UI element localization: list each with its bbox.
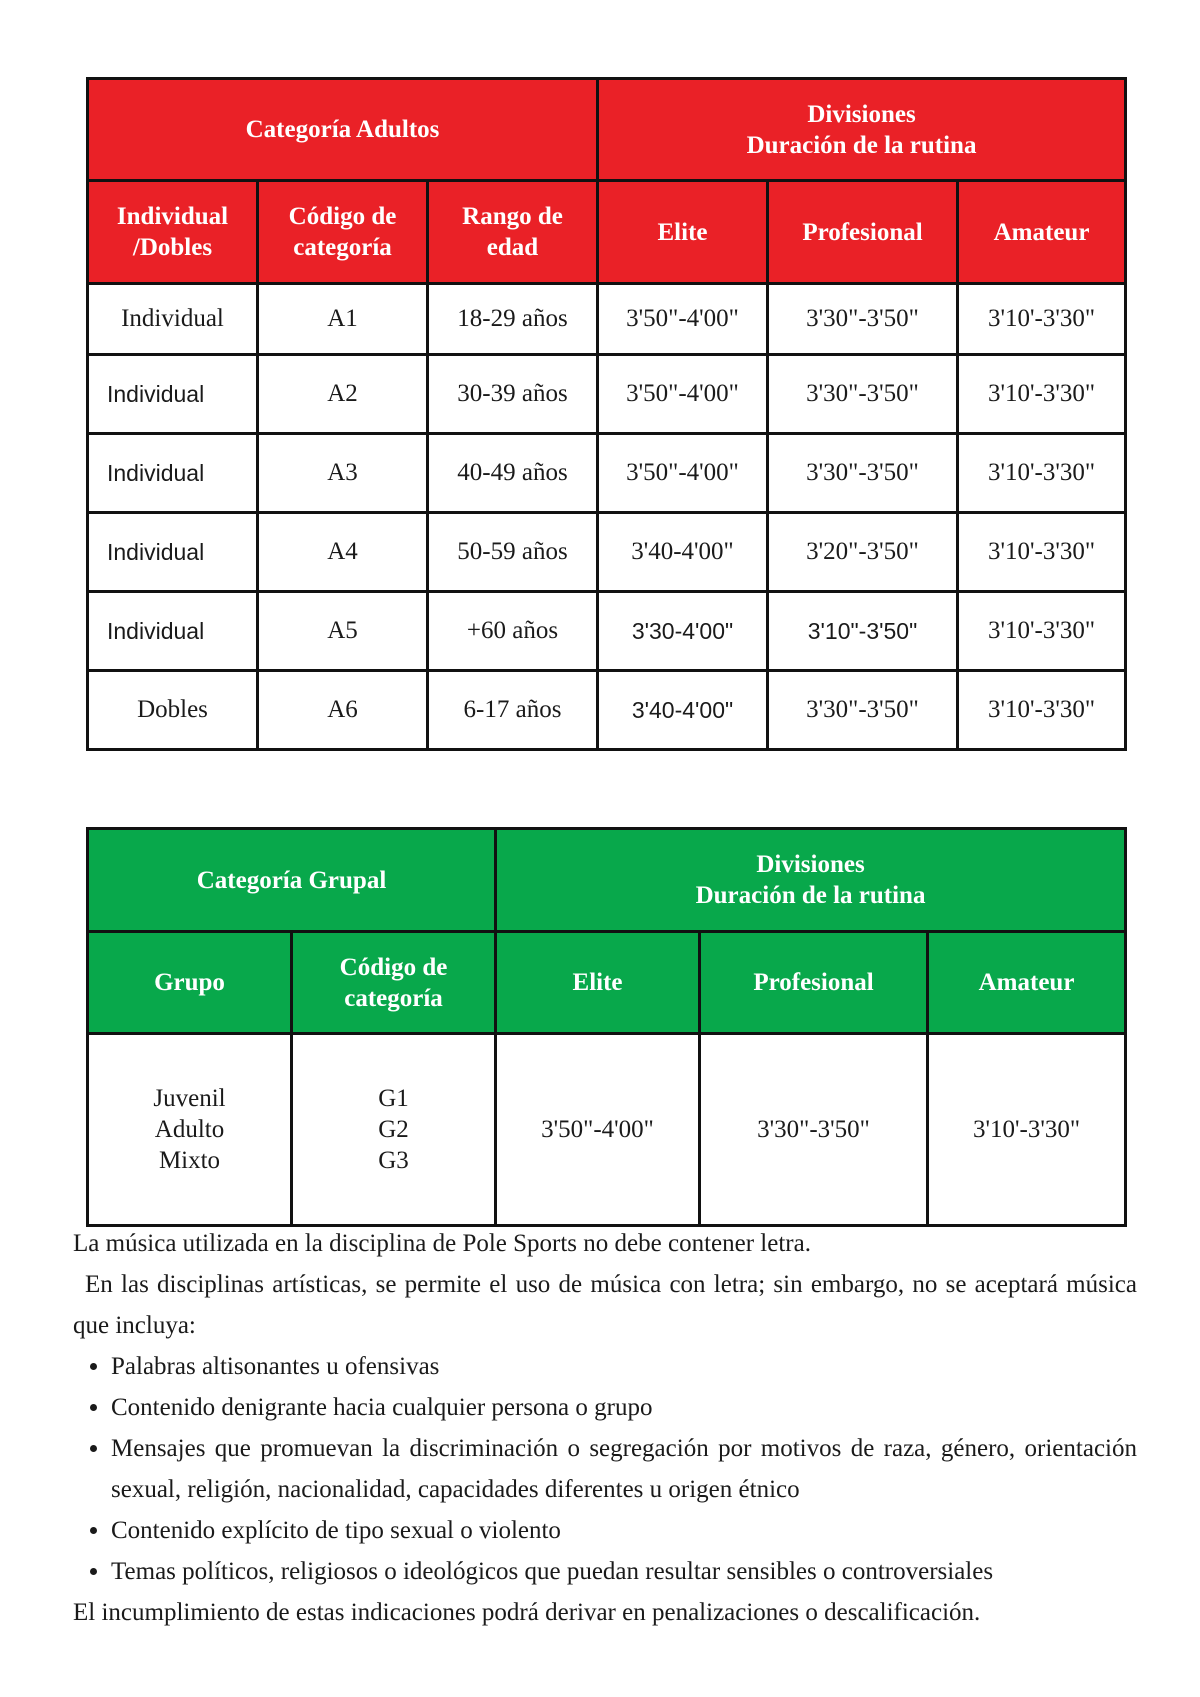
table-row bbox=[88, 592, 1126, 671]
group-category-table bbox=[86, 827, 1127, 1227]
cell-amateur: 3'10'-3'30" bbox=[958, 434, 1126, 513]
cell-code: A1 bbox=[258, 284, 428, 355]
paragraph-penalties: El incumplimiento de estas indicaciones podrá derivar en penalizaciones o descalificación. bbox=[73, 1599, 981, 1626]
paragraph-artistic: En las disciplinas artísticas, se permite el uso de música con letra; sin embargo, no se aceptará música que incluya: bbox=[73, 1271, 1137, 1339]
adult-category-table bbox=[86, 77, 1127, 751]
cell-age: 18-29 años bbox=[428, 284, 598, 355]
music-rules-text bbox=[73, 1223, 1137, 1633]
table-row bbox=[88, 434, 1126, 513]
cell-profesional: 3'20"-3'50" bbox=[768, 513, 958, 592]
col-header-profesional: Profesional bbox=[700, 932, 928, 1034]
cell-age: 40-49 años bbox=[428, 434, 598, 513]
list-item: • Mensajes que promuevan la discriminación o segregación por motivos de raza, género, orientación sexual, religión, nacionalidad, capacidades diferentes u origen étnico bbox=[111, 1428, 1137, 1510]
cell-amateur: 3'10'-3'30" bbox=[958, 592, 1126, 671]
cell-type: Dobles bbox=[88, 671, 258, 750]
adult-divisions-title: Divisiones Duración de la rutina bbox=[598, 79, 1126, 181]
col-header-grupo: Grupo bbox=[88, 932, 292, 1034]
col-header-individual-dobles: Individual /Dobles bbox=[88, 181, 258, 284]
cell-elite: 3'40-4'00" bbox=[598, 671, 768, 750]
col-header-profesional: Profesional bbox=[768, 181, 958, 284]
cell-code: A6 bbox=[258, 671, 428, 750]
cell-profesional: 3'30"-3'50" bbox=[768, 355, 958, 434]
cell-elite: 3'50"-4'00" bbox=[598, 284, 768, 355]
cell-profesional: 3'30"-3'50" bbox=[768, 671, 958, 750]
cell-age: 50-59 años bbox=[428, 513, 598, 592]
adult-category-title: Categoría Adultos bbox=[88, 79, 598, 181]
cell-amateur: 3'10'-3'30" bbox=[958, 513, 1126, 592]
cell-type: Individual bbox=[88, 513, 258, 592]
table-row bbox=[88, 1034, 1126, 1226]
table-row bbox=[88, 284, 1126, 355]
cell-profesional: 3'30"-3'50" bbox=[768, 284, 958, 355]
cell-profesional: 3'10"-3'50" bbox=[768, 592, 958, 671]
cell-elite: 3'50"-4'00" bbox=[598, 355, 768, 434]
cell-code: A4 bbox=[258, 513, 428, 592]
cell-code: A2 bbox=[258, 355, 428, 434]
cell-type: Individual bbox=[88, 284, 258, 355]
col-header-elite: Elite bbox=[496, 932, 700, 1034]
cell-code: A5 bbox=[258, 592, 428, 671]
list-item: • Contenido explícito de tipo sexual o violento bbox=[111, 1510, 1137, 1551]
cell-codes: G1 G2 G3 bbox=[292, 1034, 496, 1226]
list-item: • Palabras altisonantes u ofensivas bbox=[111, 1346, 1137, 1387]
cell-amateur: 3'10'-3'30" bbox=[928, 1034, 1126, 1226]
cell-type: Individual bbox=[88, 434, 258, 513]
col-header-codigo: Código de categoría bbox=[292, 932, 496, 1034]
cell-type: Individual bbox=[88, 592, 258, 671]
cell-profesional: 3'30"-3'50" bbox=[700, 1034, 928, 1226]
cell-elite: 3'50"-4'00" bbox=[496, 1034, 700, 1226]
group-divisions-title: Divisiones Duración de la rutina bbox=[496, 829, 1126, 932]
cell-profesional: 3'30"-3'50" bbox=[768, 434, 958, 513]
list-item: • Temas políticos, religiosos o ideológicos que puedan resultar sensibles o controversiales bbox=[111, 1551, 1137, 1592]
table-row bbox=[88, 671, 1126, 750]
col-header-amateur: Amateur bbox=[928, 932, 1126, 1034]
cell-elite: 3'30-4'00" bbox=[598, 592, 768, 671]
list-item: • Contenido denigrante hacia cualquier persona o grupo bbox=[111, 1387, 1137, 1428]
col-header-elite: Elite bbox=[598, 181, 768, 284]
cell-amateur: 3'10'-3'30" bbox=[958, 355, 1126, 434]
cell-age: +60 años bbox=[428, 592, 598, 671]
cell-age: 6-17 años bbox=[428, 671, 598, 750]
cell-amateur: 3'10'-3'30" bbox=[958, 284, 1126, 355]
cell-age: 30-39 años bbox=[428, 355, 598, 434]
restrictions-list bbox=[73, 1346, 1137, 1592]
group-category-title: Categoría Grupal bbox=[88, 829, 496, 932]
cell-elite: 3'50"-4'00" bbox=[598, 434, 768, 513]
cell-code: A3 bbox=[258, 434, 428, 513]
col-header-amateur: Amateur bbox=[958, 181, 1126, 284]
cell-type: Individual bbox=[88, 355, 258, 434]
cell-amateur: 3'10'-3'30" bbox=[958, 671, 1126, 750]
cell-groups: Juvenil Adulto Mixto bbox=[88, 1034, 292, 1226]
paragraph-no-lyrics: La música utilizada en la disciplina de Pole Sports no debe contener letra. bbox=[73, 1230, 811, 1257]
cell-elite: 3'40-4'00" bbox=[598, 513, 768, 592]
table-row bbox=[88, 355, 1126, 434]
table-row bbox=[88, 513, 1126, 592]
col-header-rango-edad: Rango de edad bbox=[428, 181, 598, 284]
col-header-codigo: Código de categoría bbox=[258, 181, 428, 284]
